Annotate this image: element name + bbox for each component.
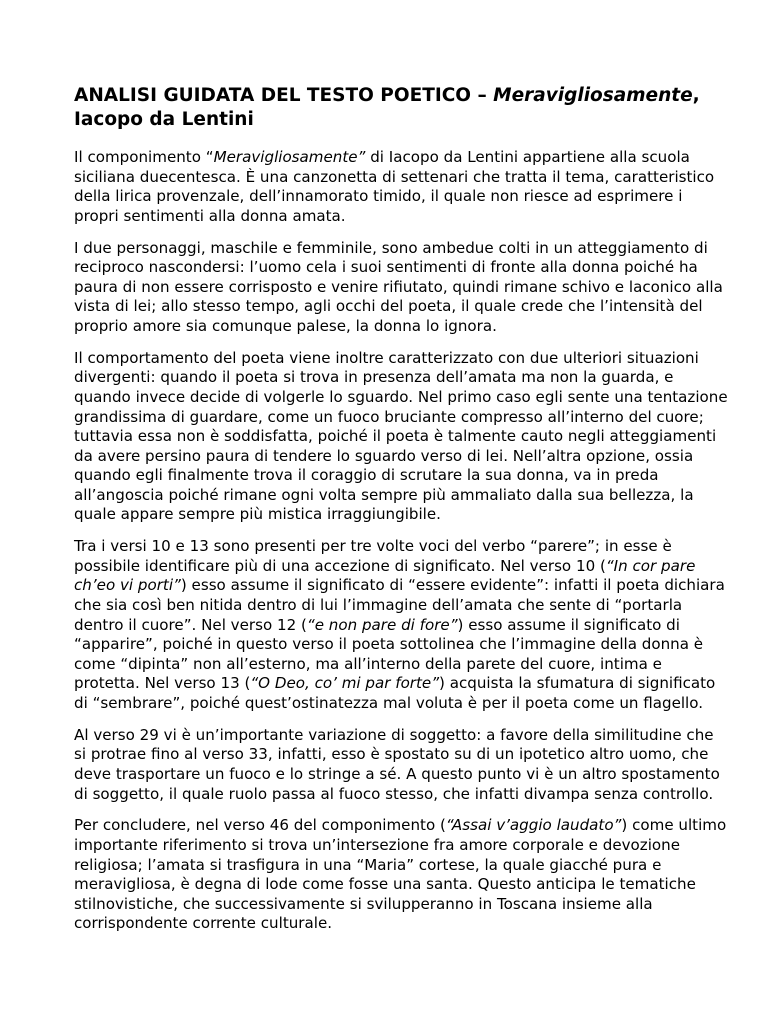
- title-prefix: ANALISI GUIDATA DEL TESTO POETICO –: [74, 85, 494, 106]
- paragraph-4: [74, 537, 728, 713]
- paragraph-1-text-a: Il componimento “: [74, 148, 214, 166]
- paragraph-4-text-b: ) esso assume il significato di “essere evidente”: infatti il poeta dichiara che sia così ben nitida dentro di lui l’immagine dell’amata che sente di “portarla dentro il cuore”. Nel verso 12 (: [74, 576, 725, 634]
- paragraph-4-text-c: ) esso assume il significato di “apparire”, poiché in questo verso il poeta sottolinea che l’immagine della donna è come “dipinta” non all’esterno, ma all’interno della parete del cuore, intima e protetta. Nel verso 13 (: [74, 615, 704, 693]
- paragraph-4-quote-2: “e non pare di fore”: [306, 615, 458, 634]
- title-author: Iacopo da Lentini: [74, 109, 254, 130]
- paragraph-4-quote-1: “In cor pare ch’eo vi porti”: [74, 556, 696, 595]
- document-title: [74, 84, 728, 132]
- paragraph-4-quote-3: “O Deo, co’ mi par forte”: [250, 674, 440, 693]
- title-suffix: ,: [692, 85, 700, 106]
- paragraph-1-quote: Meravigliosamente”: [213, 148, 366, 166]
- paragraph-4-text-a: Tra i versi 10 e 13 sono presenti per tre volte voci del verbo “parere”; in esse è possibile identificare più di una accezione di significato. Nel verso 10 (: [74, 537, 672, 575]
- paragraph-6-quote: “Assai v’aggio laudato”: [445, 816, 622, 835]
- paragraph-2: I due personaggi, maschile e femminile, sono ambedue colti in un atteggiamento di reciproco nascondersi: l’uomo cela i suoi sentimenti di fronte alla donna poiché ha paura di non essere corrisposto e venire rifiutato, quindi rimane schivo e laconico alla vista di lei; allo stesso tempo, agli occhi del poeta, il quale crede che l’intensità del proprio amore sia comunque palese, la donna lo ignora.: [74, 238, 723, 335]
- paragraph-4-text-d: ) acquista la sfumatura di significato di “sembrare”, poiché quest’ostinatezza mal voluta è per il poeta come un flagello.: [74, 674, 716, 712]
- paragraph-6: [74, 816, 728, 934]
- paragraph-3: Il comportamento del poeta viene inoltre caratterizzato con due ulteriori situazioni divergenti: quando il poeta si trova in presenza dell’amata ma non la guarda, e quando invece decide di volgerle lo sguardo. Nel primo caso egli sente una tentazione grandissima di guardare, come un fuoco bruciante compresso all’interno del cuore; tuttavia essa non è soddisfatta, poiché il poeta è talmente cauto negli atteggiamenti da avere persino paura di tendere lo sguardo verso di lei. Nell’altra opzione, ossia quando egli finalmente trova il coraggio di scrutare la sua donna, va in preda all’angoscia poiché rimane ogni volta sempre più ammaliato dalla sua bellezza, la quale appare sempre più mistica irraggiungibile.: [74, 348, 728, 524]
- paragraph-1-text-b: di Iacopo da Lentini appartiene alla scuola siciliana duecentesca. È una canzonetta di settenari che tratta il tema, caratteristico della lirica provenzale, dell’innamorato timido, il quale non riesce ad esprimere i propri sentimenti alla donna amata.: [74, 148, 715, 225]
- paragraph-1: [74, 148, 728, 226]
- paragraph-6-text-a: Per concludere, nel verso 46 del componimento (: [74, 816, 446, 835]
- paragraph-5: Al verso 29 vi è un’importante variazione di soggetto: a favore della similitudine che si protrae fino al verso 33, infatti, esso è spostato su di un ipotetico altro uomo, che deve trasportare un fuoco e lo stringe a sé. A questo punto vi è un altro spostamento di soggetto, il quale ruolo passa al fuoco stesso, che infatti divampa senza controllo.: [74, 725, 720, 803]
- title-work: Meravigliosamente: [493, 85, 693, 106]
- paragraph-6-text-b: ) come ultimo importante riferimento si trova un’intersezione fra amore corporale e devozione religiosa; l’amata si trasfigura in una “Maria” cortese, la quale giacché pura e meravigliosa, è degna di lode come fosse una santa. Questo anticipa le tematiche stilnovistiche, che successivamente si svilupperanno in Toscana insieme alla corrispondente corrente culturale.: [74, 816, 727, 933]
